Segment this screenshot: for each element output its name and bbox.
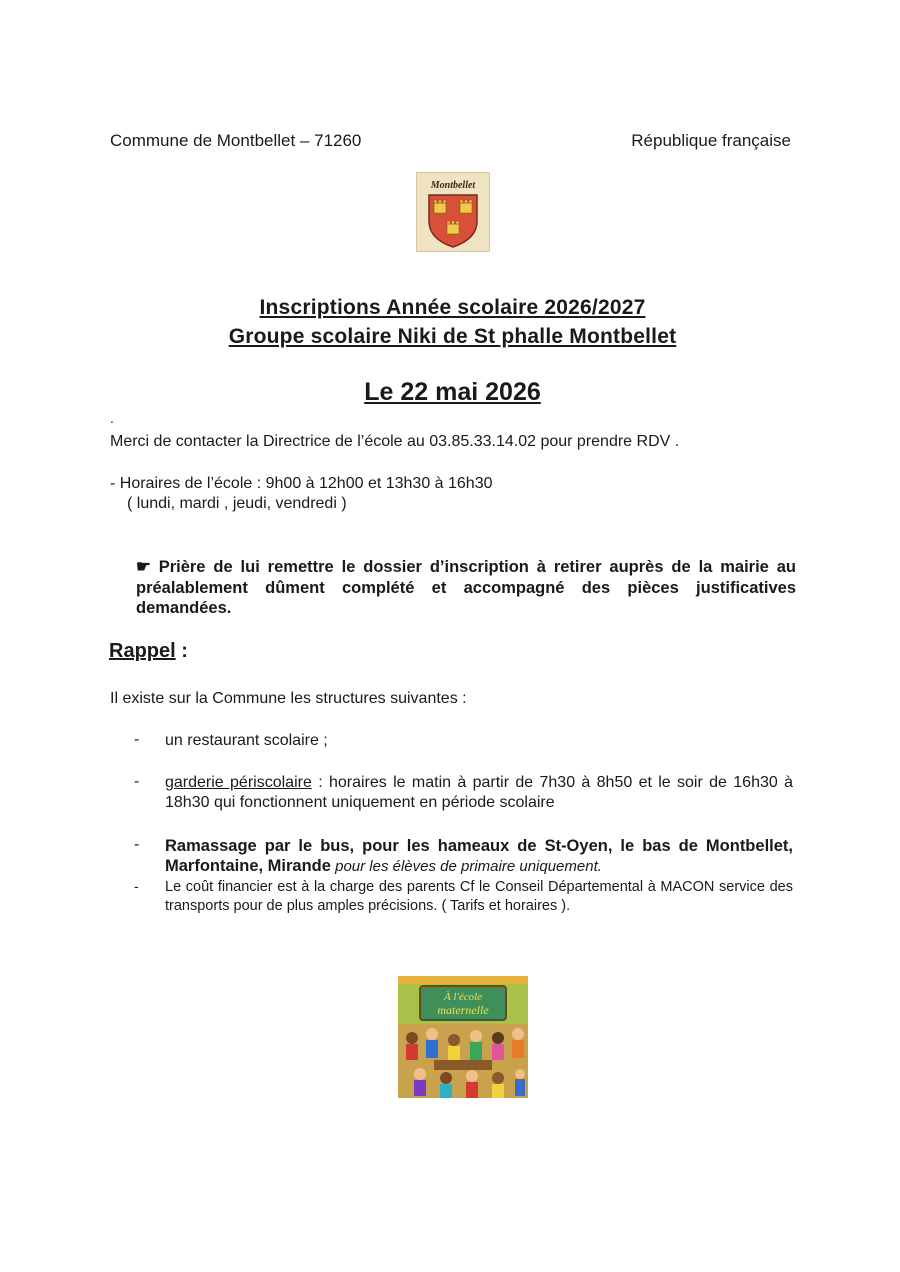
bus-note: pour les élèves de primaire uniquement. [330, 858, 602, 875]
bus-text: Ramassage par le bus, pour les hameaux de St-Oyen, le bas de Montbellet, Marfontaine, Mirande [165, 837, 793, 875]
registration-date: Le 22 mai 2026 [364, 378, 541, 406]
garderie-text: : horaires le matin à partir de 7h30 à 8h50 et le soir de 16h30 à 18h30 qui fonctionnent uniquement en période scolaire [165, 774, 794, 811]
contact-text: Merci de contacter la Directrice de l’école au 03.85.33.14.02 pour prendre RDV . [110, 433, 680, 450]
school-days: ( lundi, mardi , jeudi, vendredi ) [127, 495, 347, 512]
coat-of-arms-image [416, 172, 490, 252]
rappel-title: Rappel [109, 640, 176, 662]
page-subtitle: Groupe scolaire Niki de St phalle Montbellet [228, 325, 677, 348]
pointing-hand-icon: ☛ [136, 558, 151, 576]
list-item-cost: Le coût financier est à la charge des parents Cf le Conseil Départemental à MACON service des transports pour de plus amples précisions. ( Tarifs et horaires ). [165, 879, 793, 914]
book-cover-image [398, 976, 528, 1098]
rappel-heading [109, 640, 188, 663]
structures-intro: Il existe sur la Commune les structures suivantes : [110, 690, 467, 707]
list-item-restaurant: un restaurant scolaire ; [165, 732, 328, 749]
list-item-bus [165, 836, 793, 877]
list-bullet: - [134, 878, 139, 894]
notice-paragraph [136, 557, 796, 619]
school-hours: - Horaires de l’école : 9h00 à 12h00 et 13h30 à 16h30 [110, 475, 493, 492]
book-title-line2: maternelle [437, 1003, 489, 1017]
commune-header: Commune de Montbellet – 71260 [110, 131, 362, 150]
list-bullet: - [134, 773, 140, 790]
coat-of-arms-label: Montbellet [430, 180, 476, 191]
list-bullet: - [134, 731, 140, 748]
republic-header: République française [631, 131, 791, 150]
stray-dot: . [110, 410, 114, 426]
book-title-line1: À l'école [443, 991, 483, 1003]
rappel-colon: : [175, 640, 188, 662]
garderie-link[interactable]: garderie périscolaire [165, 774, 312, 791]
notice-text: Prière de lui remettre le dossier d’inscription à retirer auprès de la mairie au préalablement dûment complété et accompagné des pièces justificatives demandées. [136, 558, 796, 617]
list-bullet: - [134, 836, 140, 853]
list-item-garderie [165, 773, 793, 813]
page-title: Inscriptions Année scolaire 2026/2027 [259, 296, 646, 319]
